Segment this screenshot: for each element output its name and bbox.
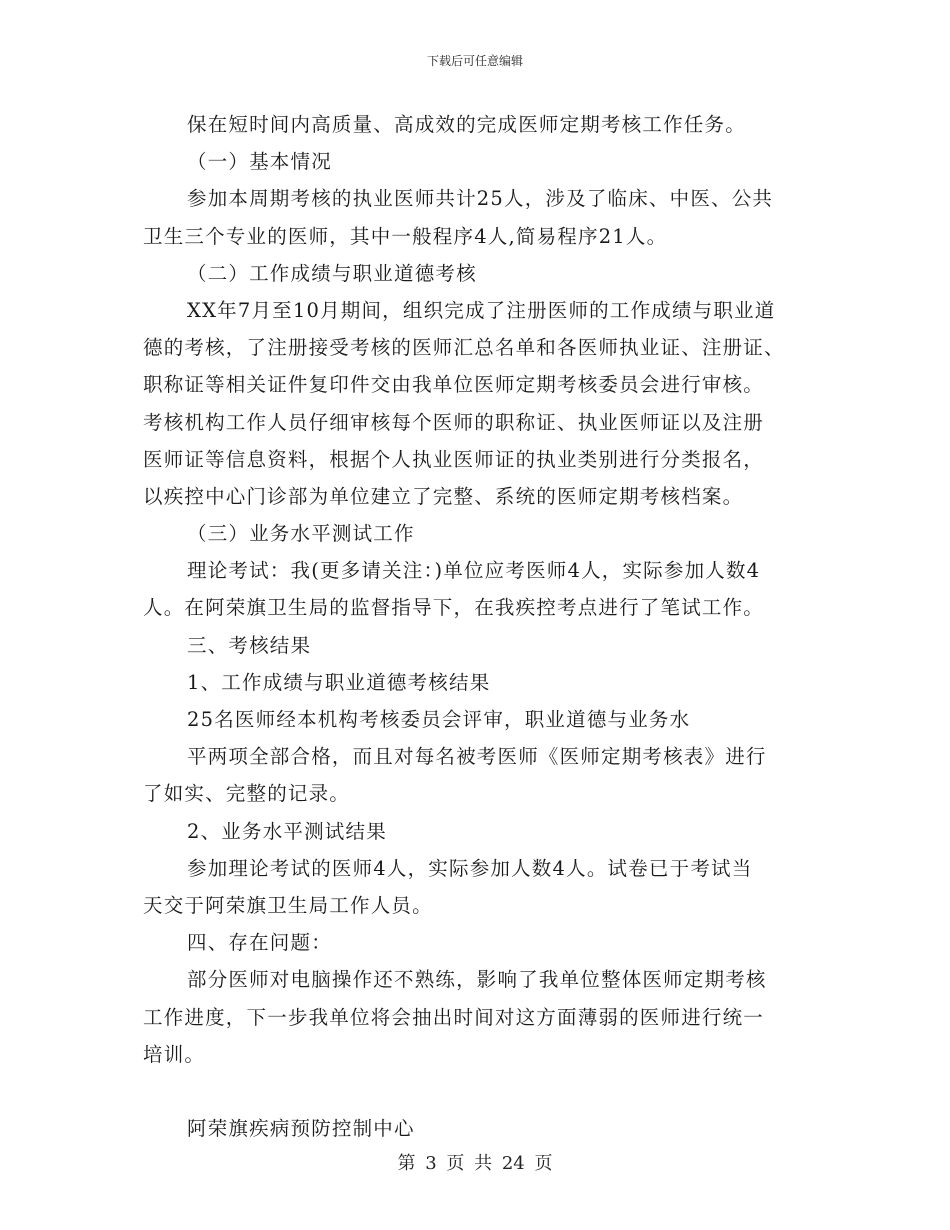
- paragraph-line: 2、业务水平测试结果: [187, 819, 387, 843]
- document-body: [143, 106, 813, 1147]
- paragraph-line: 参加理论考试的医师4人，实际参加人数4人。试卷已于考试当: [187, 856, 753, 880]
- paragraph-line: 医师证等信息资料，根据个人执业医师证的执业类别进行分类报名，: [143, 447, 765, 471]
- paragraph-line: 培训。: [143, 1042, 206, 1066]
- paragraph-line: 四、存在问题：: [187, 931, 332, 955]
- paragraph-line: 天交于阿荣旗卫生局工作人员。: [143, 893, 433, 917]
- paragraph-line: （一）基本情况: [187, 150, 332, 174]
- paragraph-line: 职称证等相关证件复印件交由我单位医师定期考核委员会进行审核。: [143, 373, 765, 397]
- paragraph-line: 卫生三个专业的医师，其中一般程序4人,简易程序21人。: [143, 224, 668, 248]
- page-footer-page-number: 第 3 页 共 24 页: [397, 1153, 553, 1174]
- paragraph-line: 德的考核，了注册接受考核的医师汇总名单和各医师执业证、注册证、: [143, 336, 785, 360]
- paragraph-line: （三）业务水平测试工作: [187, 522, 415, 546]
- paragraph-line: 三、考核结果: [187, 633, 312, 657]
- paragraph-line: 参加本周期考核的执业医师共计25人，涉及了临床、中医、公共: [187, 187, 774, 211]
- paragraph-line: 保在短时间内高质量、高成效的完成医师定期考核工作任务。: [187, 113, 746, 136]
- paragraph-line: 25名医师经本机构考核委员会评审，职业道德与业务水: [187, 708, 691, 731]
- paragraph-line: 人。在阿荣旗卫生局的监督指导下，在我疾控考点进行了笔试工作。: [143, 596, 765, 620]
- paragraph-line: 1、工作成绩与职业道德考核结果: [187, 670, 491, 694]
- blank-line: [143, 1073, 813, 1110]
- paragraph-line: 阿荣旗疾病预防控制中心: [187, 1117, 415, 1141]
- paragraph-line: 工作进度，下一步我单位将会抽出时间对这方面薄弱的医师进行统一: [143, 1005, 765, 1029]
- paragraph-line: 理论考试：我(更多请关注：)单位应考医师4人，实际参加人数4: [187, 559, 761, 583]
- paragraph-line: 了如实、完整的记录。: [143, 782, 351, 806]
- paragraph-line: XX年7月至10月期间，组织完成了注册医师的工作成绩与职业道: [187, 298, 776, 322]
- paragraph-line: 部分医师对电脑操作还不熟练，影响了我单位整体医师定期考核: [187, 968, 767, 992]
- paragraph-line: 考核机构工作人员仔细审核每个医师的职称证、执业医师证以及注册: [143, 410, 765, 434]
- paragraph-line: 以疾控中心门诊部为单位建立了完整、系统的医师定期考核档案。: [143, 484, 744, 508]
- paragraph-line: 平两项全部合格，而且对每名被考医师《医师定期考核表》进行: [187, 745, 767, 769]
- page-header: 下载后可任意编辑: [426, 54, 523, 68]
- paragraph-line: （二）工作成绩与职业道德考核: [187, 261, 477, 285]
